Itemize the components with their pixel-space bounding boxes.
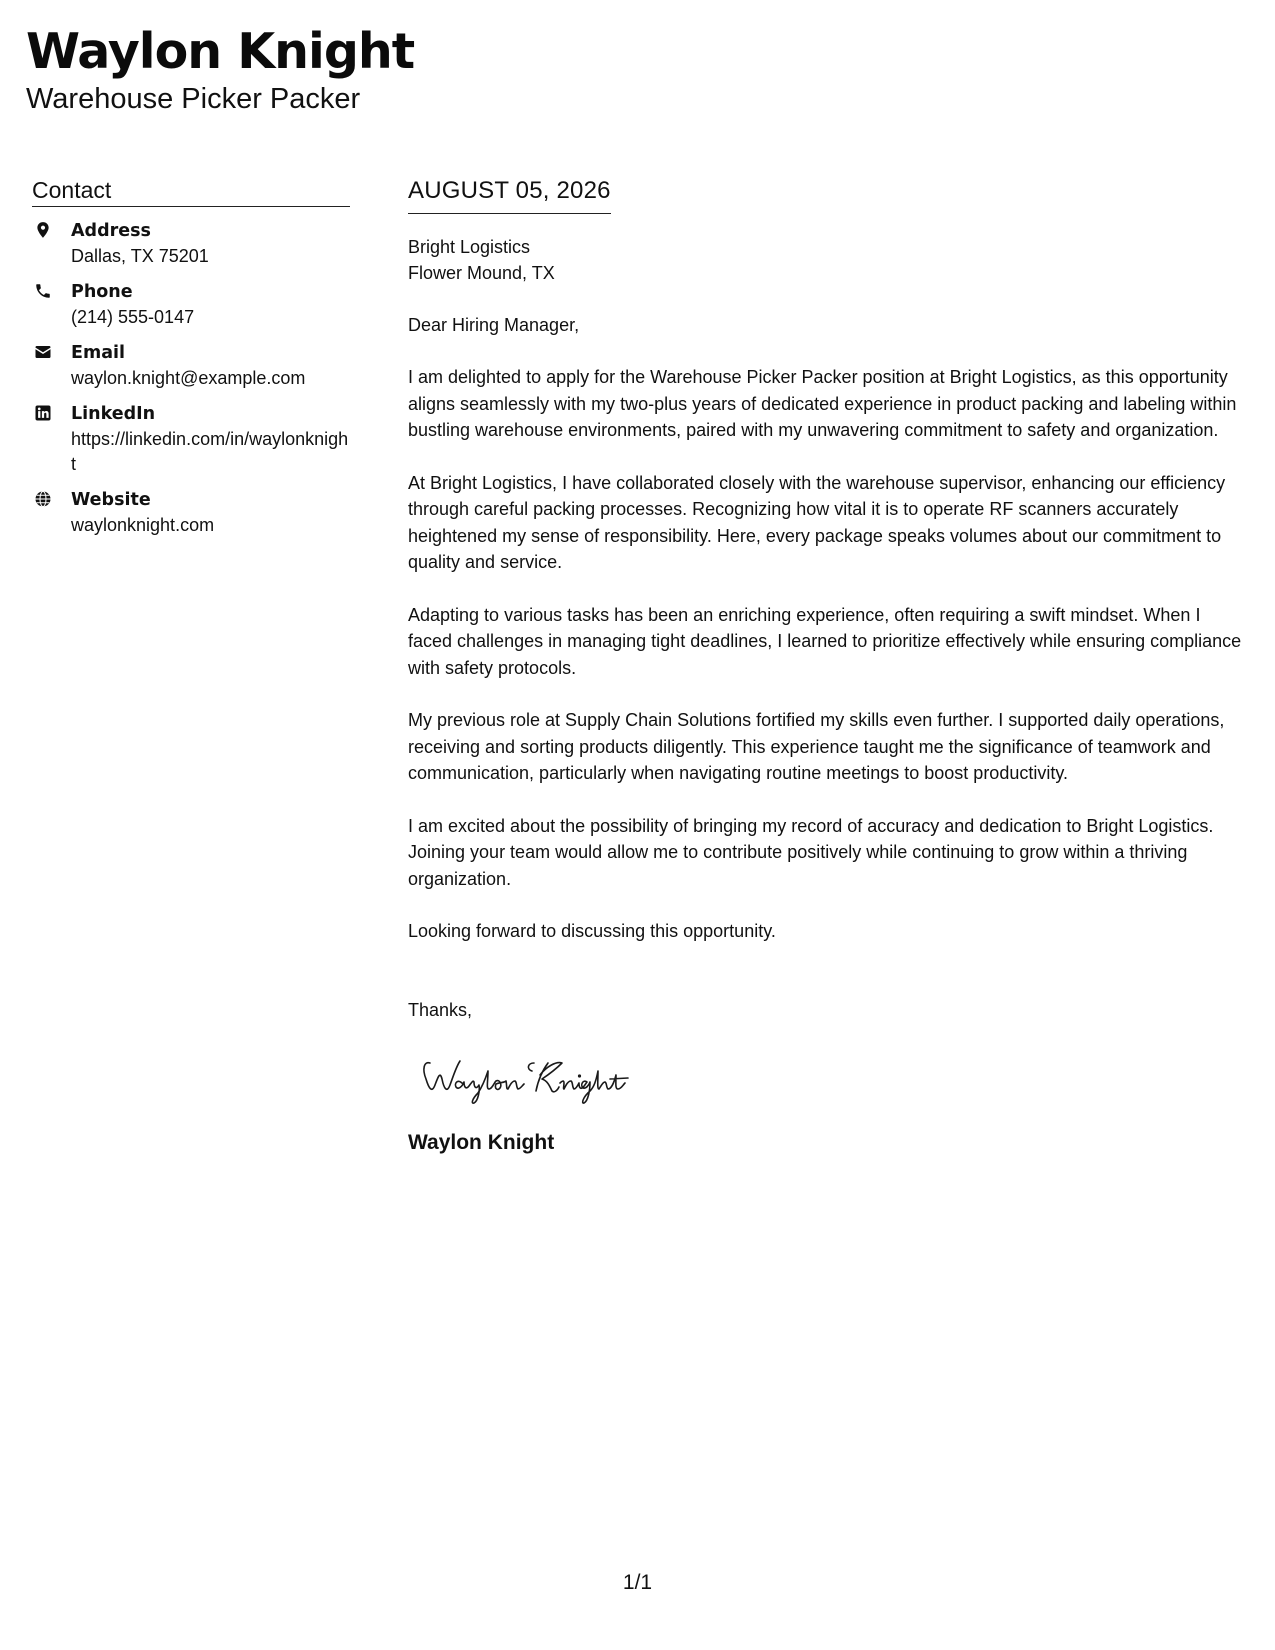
letter-paragraph: Looking forward to discussing this opportunity. bbox=[408, 921, 776, 941]
handwritten-signature bbox=[416, 1049, 666, 1109]
contact-linkedin bbox=[32, 402, 350, 477]
applicant-name: Waylon Knight bbox=[26, 23, 415, 80]
letter-paragraph: At Bright Logistics, I have collaborated closely with the warehouse supervisor, enhancing our efficiency through careful packing processes. Recognizing how vital it is to operate RF scanners accurately heightened my sense of responsibility. Here, every package speaks volumes about our commitment to quality and service. bbox=[408, 472, 1226, 572]
contact-website bbox=[32, 488, 350, 538]
recipient-company: Bright Logistics bbox=[408, 237, 531, 257]
phone-value: (214) 555-0147 bbox=[71, 307, 195, 327]
website-label: Website bbox=[71, 490, 151, 510]
letter-date: AUGUST 05, 2026 bbox=[408, 176, 611, 214]
address-value: Dallas, TX 75201 bbox=[71, 246, 209, 266]
page-number: 1/1 bbox=[622, 1571, 653, 1594]
contact-sidebar bbox=[32, 176, 350, 549]
cover-letter-body bbox=[408, 176, 1243, 1157]
website-value[interactable]: waylonknight.com bbox=[71, 515, 215, 535]
linkedin-label: LinkedIn bbox=[71, 404, 156, 424]
email-value[interactable]: waylon.knight@example.com bbox=[71, 368, 306, 388]
email-icon bbox=[34, 343, 52, 361]
contact-heading: Contact bbox=[32, 176, 350, 207]
globe-icon bbox=[34, 490, 52, 508]
closing: Thanks, bbox=[408, 999, 473, 1020]
email-label: Email bbox=[71, 343, 125, 363]
resume-header bbox=[26, 22, 414, 116]
job-title: Warehouse Picker Packer bbox=[26, 83, 361, 115]
recipient-location: Flower Mound, TX bbox=[408, 263, 555, 283]
contact-address bbox=[32, 219, 350, 269]
phone-icon bbox=[34, 282, 52, 300]
letter-paragraph: My previous role at Supply Chain Solutions fortified my skills even further. I supported daily operations, receiving and sorting products diligently. This experience taught me the significance of teamwork and communication, particularly when navigating routine meetings to boost productivity. bbox=[408, 710, 1225, 783]
phone-label: Phone bbox=[71, 282, 133, 302]
linkedin-icon bbox=[34, 404, 52, 422]
address-label: Address bbox=[71, 221, 151, 241]
salutation: Dear Hiring Manager, bbox=[408, 315, 580, 335]
contact-phone bbox=[32, 280, 350, 330]
location-pin-icon bbox=[34, 221, 52, 239]
letter-paragraph: I am delighted to apply for the Warehouse Picker Packer position at Bright Logistics, as this opportunity aligns seamlessly with my two-plus years of dedicated experience in product packing and labeling within bustling warehouse environments, paired with my unwavering commitment to safety and organization. bbox=[408, 367, 1237, 440]
contact-email bbox=[32, 341, 350, 391]
linkedin-value[interactable]: https://linkedin.com/in/waylonknight bbox=[71, 429, 349, 474]
letter-paragraph: Adapting to various tasks has been an enriching experience, often requiring a swift mindset. When I faced challenges in managing tight deadlines, I learned to prioritize effectively while ensuring compliance with safety protocols. bbox=[408, 604, 1242, 678]
letter-paragraph: I am excited about the possibility of bringing my record of accuracy and dedication to Bright Logistics. Joining your team would allow me to contribute positively while continuing to grow within a thriving organization. bbox=[408, 815, 1214, 889]
signer-name: Waylon Knight bbox=[408, 1130, 555, 1154]
